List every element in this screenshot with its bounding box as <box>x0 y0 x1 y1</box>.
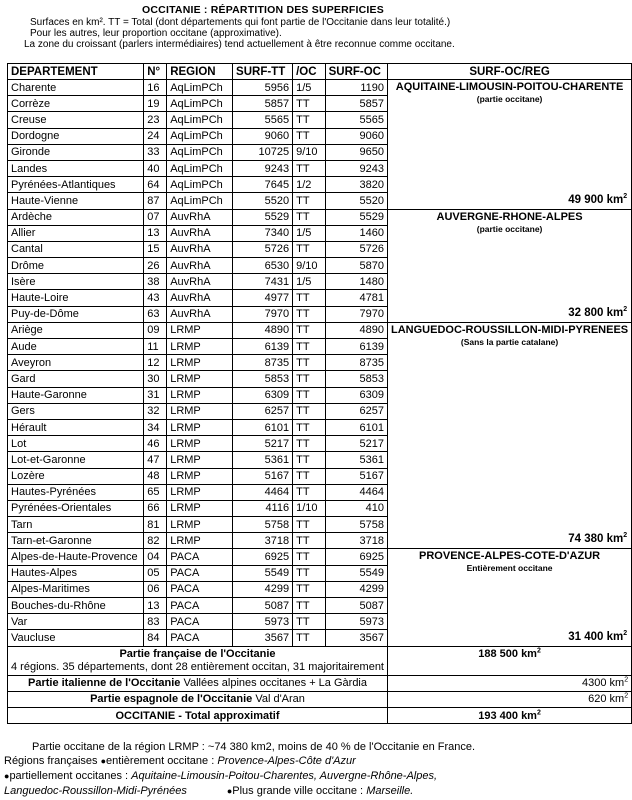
cell-departement: Pyrénées-Orientales <box>8 500 144 516</box>
cell-departement: Charente <box>8 80 144 96</box>
summary-france-value: 188 500 $km^2$ <box>388 646 632 675</box>
cell-region: AqLimPCh <box>167 96 233 112</box>
cell-oc-ratio: 9/10 <box>293 144 326 160</box>
cell-departement: Ariège <box>8 322 144 338</box>
cell-region: AuvRhA <box>167 290 233 306</box>
cell-oc-ratio: 1/5 <box>293 80 326 96</box>
cell-departement: Vaucluse <box>8 630 144 646</box>
cell-numero: 40 <box>144 160 167 176</box>
cell-surf-oc: 4890 <box>325 322 387 338</box>
region-note: Entièrement occitane <box>466 563 553 574</box>
cell-region: LRMP <box>167 500 233 516</box>
summary-spain-cell <box>8 691 388 707</box>
cell-region: AqLimPCh <box>167 112 233 128</box>
cell-surf-tt: 9243 <box>233 160 293 176</box>
cell-numero: 04 <box>144 549 167 565</box>
cell-surf-oc: 4299 <box>325 581 387 597</box>
header-region: REGION <box>167 64 233 80</box>
cell-departement: Var <box>8 614 144 630</box>
header-surf-oc: SURF-OC <box>325 64 387 80</box>
cell-region: LRMP <box>167 436 233 452</box>
cell-surf-tt: 9060 <box>233 128 293 144</box>
cell-surf-tt: 7970 <box>233 306 293 322</box>
cell-departement: Hérault <box>8 419 144 435</box>
cell-oc-ratio: TT <box>293 419 326 435</box>
cell-departement: Bouches-du-Rhône <box>8 598 144 614</box>
cell-departement: Lot <box>8 436 144 452</box>
region-note: (Sans la partie catalane) <box>460 336 559 347</box>
cell-region: AuvRhA <box>167 241 233 257</box>
summary-italy-cell <box>8 675 388 691</box>
header-surf-tt: SURF-TT <box>233 64 293 80</box>
cell-numero: 47 <box>144 452 167 468</box>
cell-surf-oc: 6101 <box>325 419 387 435</box>
cell-surf-tt: 5167 <box>233 468 293 484</box>
summary-spain-label: Partie espagnole de l'Occitanie <box>90 693 253 706</box>
cell-departement: Hautes-Pyrénées <box>8 484 144 500</box>
cell-surf-tt: 5973 <box>233 614 293 630</box>
cell-region: LRMP <box>167 419 233 435</box>
cell-numero: 13 <box>144 225 167 241</box>
cell-departement: Tarn-et-Garonne <box>8 533 144 549</box>
cell-oc-ratio: TT <box>293 387 326 403</box>
footer-line-1: Partie occitane de la région LRMP : ~74 380 km2, moins de 40 % de l'Occitanie en France. <box>32 741 476 753</box>
cell-oc-ratio: TT <box>293 565 326 581</box>
cell-surf-tt: 10725 <box>233 144 293 160</box>
cell-region: LRMP <box>167 468 233 484</box>
cell-region: LRMP <box>167 339 233 355</box>
note-line-1: Surfaces en km². TT = Total (dont départements qui font partie de l'Occitanie dans leur totalité.) <box>30 17 451 28</box>
cell-surf-oc: 6139 <box>325 339 387 355</box>
cell-oc-ratio: TT <box>293 112 326 128</box>
cell-departement: Corrèze <box>8 96 144 112</box>
cell-surf-oc: 5217 <box>325 436 387 452</box>
cell-numero: 65 <box>144 484 167 500</box>
table-row <box>8 322 632 338</box>
cell-numero: 30 <box>144 371 167 387</box>
cell-oc-ratio: TT <box>293 598 326 614</box>
cell-numero: 06 <box>144 581 167 597</box>
cell-surf-oc: 1460 <box>325 225 387 241</box>
cell-numero: 43 <box>144 290 167 306</box>
cell-departement: Ardèche <box>8 209 144 225</box>
cell-surf-tt: 6257 <box>233 403 293 419</box>
cell-region: AqLimPCh <box>167 160 233 176</box>
cell-surf-tt: 6925 <box>233 549 293 565</box>
cell-departement: Tarn <box>8 517 144 533</box>
note-line-2: Pour les autres, leur proportion occitane (approximative). <box>30 28 282 39</box>
cell-surf-oc: 5520 <box>325 193 387 209</box>
cell-oc-ratio: 9/10 <box>293 258 326 274</box>
cell-oc-ratio: TT <box>293 517 326 533</box>
footer-line-2: Régions françaises ●entièrement occitane : Provence-Alpes-Côte d'Azur <box>4 755 356 767</box>
cell-region: AqLimPCh <box>167 128 233 144</box>
cell-surf-tt: 5956 <box>233 80 293 96</box>
cell-numero: 34 <box>144 419 167 435</box>
header-departement: DEPARTEMENT <box>8 64 144 80</box>
cell-region: LRMP <box>167 517 233 533</box>
cell-surf-tt: 5758 <box>233 517 293 533</box>
cell-region: PACA <box>167 549 233 565</box>
cell-region: LRMP <box>167 484 233 500</box>
cell-surf-oc: 5758 <box>325 517 387 533</box>
cell-surf-oc: 6309 <box>325 387 387 403</box>
cell-numero: 66 <box>144 500 167 516</box>
cell-departement: Dordogne <box>8 128 144 144</box>
cell-numero: 64 <box>144 177 167 193</box>
cell-surf-tt: 5529 <box>233 209 293 225</box>
cell-departement: Alpes-Maritimes <box>8 581 144 597</box>
region-total: 74 380 $km^2$ <box>568 532 628 546</box>
cell-numero: 63 <box>144 306 167 322</box>
cell-surf-oc: 8735 <box>325 355 387 371</box>
cell-oc-ratio: 1/5 <box>293 225 326 241</box>
cell-departement: Alpes-de-Haute-Provence <box>8 549 144 565</box>
cell-region: LRMP <box>167 452 233 468</box>
summary-italy-value: 4300 $km^2$ <box>388 675 632 691</box>
cell-region: AqLimPCh <box>167 144 233 160</box>
cell-departement: Hautes-Alpes <box>8 565 144 581</box>
cell-numero: 07 <box>144 209 167 225</box>
summary-total-row <box>8 707 632 723</box>
cell-region: AqLimPCh <box>167 177 233 193</box>
cell-region: LRMP <box>167 355 233 371</box>
cell-departement: Puy-de-Dôme <box>8 306 144 322</box>
cell-numero: 84 <box>144 630 167 646</box>
cell-surf-oc: 5870 <box>325 258 387 274</box>
cell-numero: 12 <box>144 355 167 371</box>
cell-oc-ratio: TT <box>293 452 326 468</box>
cell-oc-ratio: 1/5 <box>293 274 326 290</box>
cell-surf-tt: 4890 <box>233 322 293 338</box>
cell-surf-tt: 5853 <box>233 371 293 387</box>
cell-oc-ratio: TT <box>293 533 326 549</box>
cell-surf-oc: 6257 <box>325 403 387 419</box>
cell-numero: 46 <box>144 436 167 452</box>
cell-surf-tt: 3567 <box>233 630 293 646</box>
cell-surf-oc: 7970 <box>325 306 387 322</box>
cell-oc-ratio: TT <box>293 630 326 646</box>
header-surf-oc-reg: SURF-OC/REG <box>388 64 632 80</box>
cell-departement: Aveyron <box>8 355 144 371</box>
cell-surf-tt: 7645 <box>233 177 293 193</box>
table-row <box>8 209 632 225</box>
cell-surf-tt: 6530 <box>233 258 293 274</box>
cell-numero: 24 <box>144 128 167 144</box>
summary-spain-value: 620 $km^2$ <box>388 691 632 707</box>
summary-spain-detail: Val d'Aran <box>252 693 305 706</box>
summary-italy-label: Partie italienne de l'Occitanie <box>27 677 181 690</box>
cell-oc-ratio: TT <box>293 193 326 209</box>
table-row <box>8 80 632 96</box>
cell-departement: Isère <box>8 274 144 290</box>
cell-surf-tt: 7340 <box>233 225 293 241</box>
cell-region: PACA <box>167 614 233 630</box>
summary-spain-row <box>8 691 632 707</box>
cell-region: PACA <box>167 598 233 614</box>
region-name: AUVERGNE-RHONE-ALPES <box>436 210 583 223</box>
region-note: (partie occitane) <box>476 94 543 104</box>
cell-region: LRMP <box>167 387 233 403</box>
region-total-cell <box>388 549 632 646</box>
cell-region: PACA <box>167 581 233 597</box>
cell-surf-tt: 5520 <box>233 193 293 209</box>
summary-italy-detail: Vallées alpines occitanes + La Gàrdia <box>180 677 367 690</box>
cell-surf-tt: 4977 <box>233 290 293 306</box>
cell-numero: 87 <box>144 193 167 209</box>
cell-oc-ratio: 1/10 <box>293 500 326 516</box>
region-total-cell <box>388 322 632 549</box>
cell-surf-oc: 5857 <box>325 96 387 112</box>
cell-surf-oc: 9060 <box>325 128 387 144</box>
cell-numero: 19 <box>144 96 167 112</box>
cell-surf-tt: 5361 <box>233 452 293 468</box>
footer-line-3: ●partiellement occitanes : Aquitaine-Limousin-Poitou-Charentes, Auvergne-Rhône-Alpes, <box>4 770 438 782</box>
cell-surf-oc: 5853 <box>325 371 387 387</box>
cell-region: AuvRhA <box>167 258 233 274</box>
cell-oc-ratio: TT <box>293 484 326 500</box>
cell-departement: Landes <box>8 160 144 176</box>
cell-oc-ratio: TT <box>293 128 326 144</box>
cell-region: AuvRhA <box>167 209 233 225</box>
summary-france-row <box>8 646 632 675</box>
cell-numero: 09 <box>144 322 167 338</box>
cell-departement: Haute-Vienne <box>8 193 144 209</box>
note-line-3: La zone du croissant (parlers intermédiaires) tend actuellement à être reconnue comme occitane. <box>24 39 455 50</box>
cell-oc-ratio: 1/2 <box>293 177 326 193</box>
surfaces-table <box>7 63 632 724</box>
cell-surf-oc: 1190 <box>325 80 387 96</box>
cell-numero: 13 <box>144 598 167 614</box>
cell-departement: Lozère <box>8 468 144 484</box>
cell-region: LRMP <box>167 322 233 338</box>
cell-oc-ratio: TT <box>293 241 326 257</box>
cell-surf-oc: 5361 <box>325 452 387 468</box>
cell-surf-tt: 6309 <box>233 387 293 403</box>
table-header-row <box>8 64 632 80</box>
bullet-icon: ● <box>100 756 107 766</box>
header-oc: /OC <box>293 64 326 80</box>
cell-departement: Gironde <box>8 144 144 160</box>
region-total-cell <box>388 209 632 322</box>
cell-numero: 83 <box>144 614 167 630</box>
region-total: 31 400 $km^2$ <box>568 629 628 643</box>
cell-region: PACA <box>167 565 233 581</box>
table-body <box>8 80 632 647</box>
cell-surf-tt: 5726 <box>233 241 293 257</box>
summary-france-cell <box>8 646 388 675</box>
cell-region: AqLimPCh <box>167 193 233 209</box>
cell-numero: 38 <box>144 274 167 290</box>
page-title: OCCITANIE : RÉPARTITION DES SUPERFICIES <box>142 4 384 16</box>
cell-surf-tt: 5565 <box>233 112 293 128</box>
cell-numero: 15 <box>144 241 167 257</box>
cell-surf-oc: 5529 <box>325 209 387 225</box>
cell-surf-oc: 410 <box>325 500 387 516</box>
cell-surf-oc: 3567 <box>325 630 387 646</box>
cell-oc-ratio: TT <box>293 339 326 355</box>
cell-numero: 33 <box>144 144 167 160</box>
summary-italy-row <box>8 675 632 691</box>
region-total-cell <box>388 80 632 210</box>
cell-region: AqLimPCh <box>167 80 233 96</box>
cell-oc-ratio: TT <box>293 549 326 565</box>
cell-oc-ratio: TT <box>293 468 326 484</box>
cell-departement: Creuse <box>8 112 144 128</box>
cell-surf-oc: 1480 <box>325 274 387 290</box>
cell-oc-ratio: TT <box>293 581 326 597</box>
cell-departement: Gers <box>8 403 144 419</box>
cell-numero: 81 <box>144 517 167 533</box>
cell-numero: 31 <box>144 387 167 403</box>
summary-total-value: 193 400 $km^2$ <box>388 707 632 723</box>
cell-surf-oc: 3820 <box>325 177 387 193</box>
cell-numero: 23 <box>144 112 167 128</box>
header-numero: N° <box>144 64 167 80</box>
cell-surf-oc: 5087 <box>325 598 387 614</box>
cell-surf-tt: 6101 <box>233 419 293 435</box>
region-name: LANGUEDOC-ROUSSILLON-MIDI-PYRENEES <box>391 323 629 336</box>
cell-oc-ratio: TT <box>293 614 326 630</box>
summary-france-detail: 4 régions. 35 départements, dont 28 entièrement occitan, 31 majoritairement <box>11 660 384 673</box>
cell-surf-oc: 5726 <box>325 241 387 257</box>
cell-oc-ratio: TT <box>293 290 326 306</box>
cell-departement: Pyrénées-Atlantiques <box>8 177 144 193</box>
cell-surf-oc: 9243 <box>325 160 387 176</box>
cell-region: LRMP <box>167 403 233 419</box>
region-note: (partie occitane) <box>476 223 543 234</box>
bullet-icon: ● <box>226 786 233 796</box>
cell-numero: 82 <box>144 533 167 549</box>
cell-numero: 16 <box>144 80 167 96</box>
cell-region: PACA <box>167 630 233 646</box>
summary-france-label: Partie française de l'Occitanie <box>119 647 276 660</box>
cell-oc-ratio: TT <box>293 355 326 371</box>
bullet-icon: ● <box>4 771 10 781</box>
summary-total-label: OCCITANIE - Total approximatif <box>8 707 388 723</box>
cell-surf-oc: 5549 <box>325 565 387 581</box>
cell-region: AuvRhA <box>167 274 233 290</box>
cell-numero: 32 <box>144 403 167 419</box>
cell-oc-ratio: TT <box>293 209 326 225</box>
cell-surf-oc: 5973 <box>325 614 387 630</box>
cell-departement: Lot-et-Garonne <box>8 452 144 468</box>
cell-oc-ratio: TT <box>293 436 326 452</box>
cell-surf-tt: 8735 <box>233 355 293 371</box>
cell-oc-ratio: TT <box>293 96 326 112</box>
cell-region: AuvRhA <box>167 306 233 322</box>
cell-region: LRMP <box>167 533 233 549</box>
cell-oc-ratio: TT <box>293 306 326 322</box>
cell-surf-tt: 5217 <box>233 436 293 452</box>
cell-departement: Cantal <box>8 241 144 257</box>
cell-numero: 26 <box>144 258 167 274</box>
cell-departement: Gard <box>8 371 144 387</box>
cell-oc-ratio: TT <box>293 160 326 176</box>
cell-surf-oc: 4781 <box>325 290 387 306</box>
cell-surf-tt: 5549 <box>233 565 293 581</box>
table-summary <box>8 646 632 724</box>
cell-numero: 11 <box>144 339 167 355</box>
cell-surf-tt: 4299 <box>233 581 293 597</box>
region-name: PROVENCE-ALPES-COTE-D'AZUR <box>419 550 601 563</box>
cell-numero: 48 <box>144 468 167 484</box>
region-total: 32 800 $km^2$ <box>568 305 628 319</box>
cell-departement: Allier <box>8 225 144 241</box>
cell-departement: Haute-Garonne <box>8 387 144 403</box>
cell-departement: Drôme <box>8 258 144 274</box>
cell-departement: Haute-Loire <box>8 290 144 306</box>
cell-oc-ratio: TT <box>293 403 326 419</box>
cell-oc-ratio: TT <box>293 322 326 338</box>
cell-surf-tt: 6139 <box>233 339 293 355</box>
cell-departement: Aude <box>8 339 144 355</box>
cell-surf-oc: 5565 <box>325 112 387 128</box>
cell-surf-oc: 4464 <box>325 484 387 500</box>
cell-oc-ratio: TT <box>293 371 326 387</box>
cell-surf-oc: 3718 <box>325 533 387 549</box>
cell-surf-tt: 4464 <box>233 484 293 500</box>
cell-surf-tt: 4116 <box>233 500 293 516</box>
cell-surf-oc: 6925 <box>325 549 387 565</box>
cell-surf-tt: 3718 <box>233 533 293 549</box>
cell-region: LRMP <box>167 371 233 387</box>
cell-surf-tt: 5857 <box>233 96 293 112</box>
table-row <box>8 549 632 565</box>
cell-surf-oc: 9650 <box>325 144 387 160</box>
footer-line-4: Languedoc-Roussillon-Midi-Pyrénées ●Plus grande ville occitane : Marseille. <box>4 785 414 797</box>
cell-region: AuvRhA <box>167 225 233 241</box>
cell-surf-oc: 5167 <box>325 468 387 484</box>
cell-surf-tt: 7431 <box>233 274 293 290</box>
cell-numero: 05 <box>144 565 167 581</box>
region-total: 49 900 $km^2$ <box>568 192 628 206</box>
cell-surf-tt: 5087 <box>233 598 293 614</box>
region-name: AQUITAINE-LIMOUSIN-POITOU-CHARENTE <box>395 81 624 93</box>
